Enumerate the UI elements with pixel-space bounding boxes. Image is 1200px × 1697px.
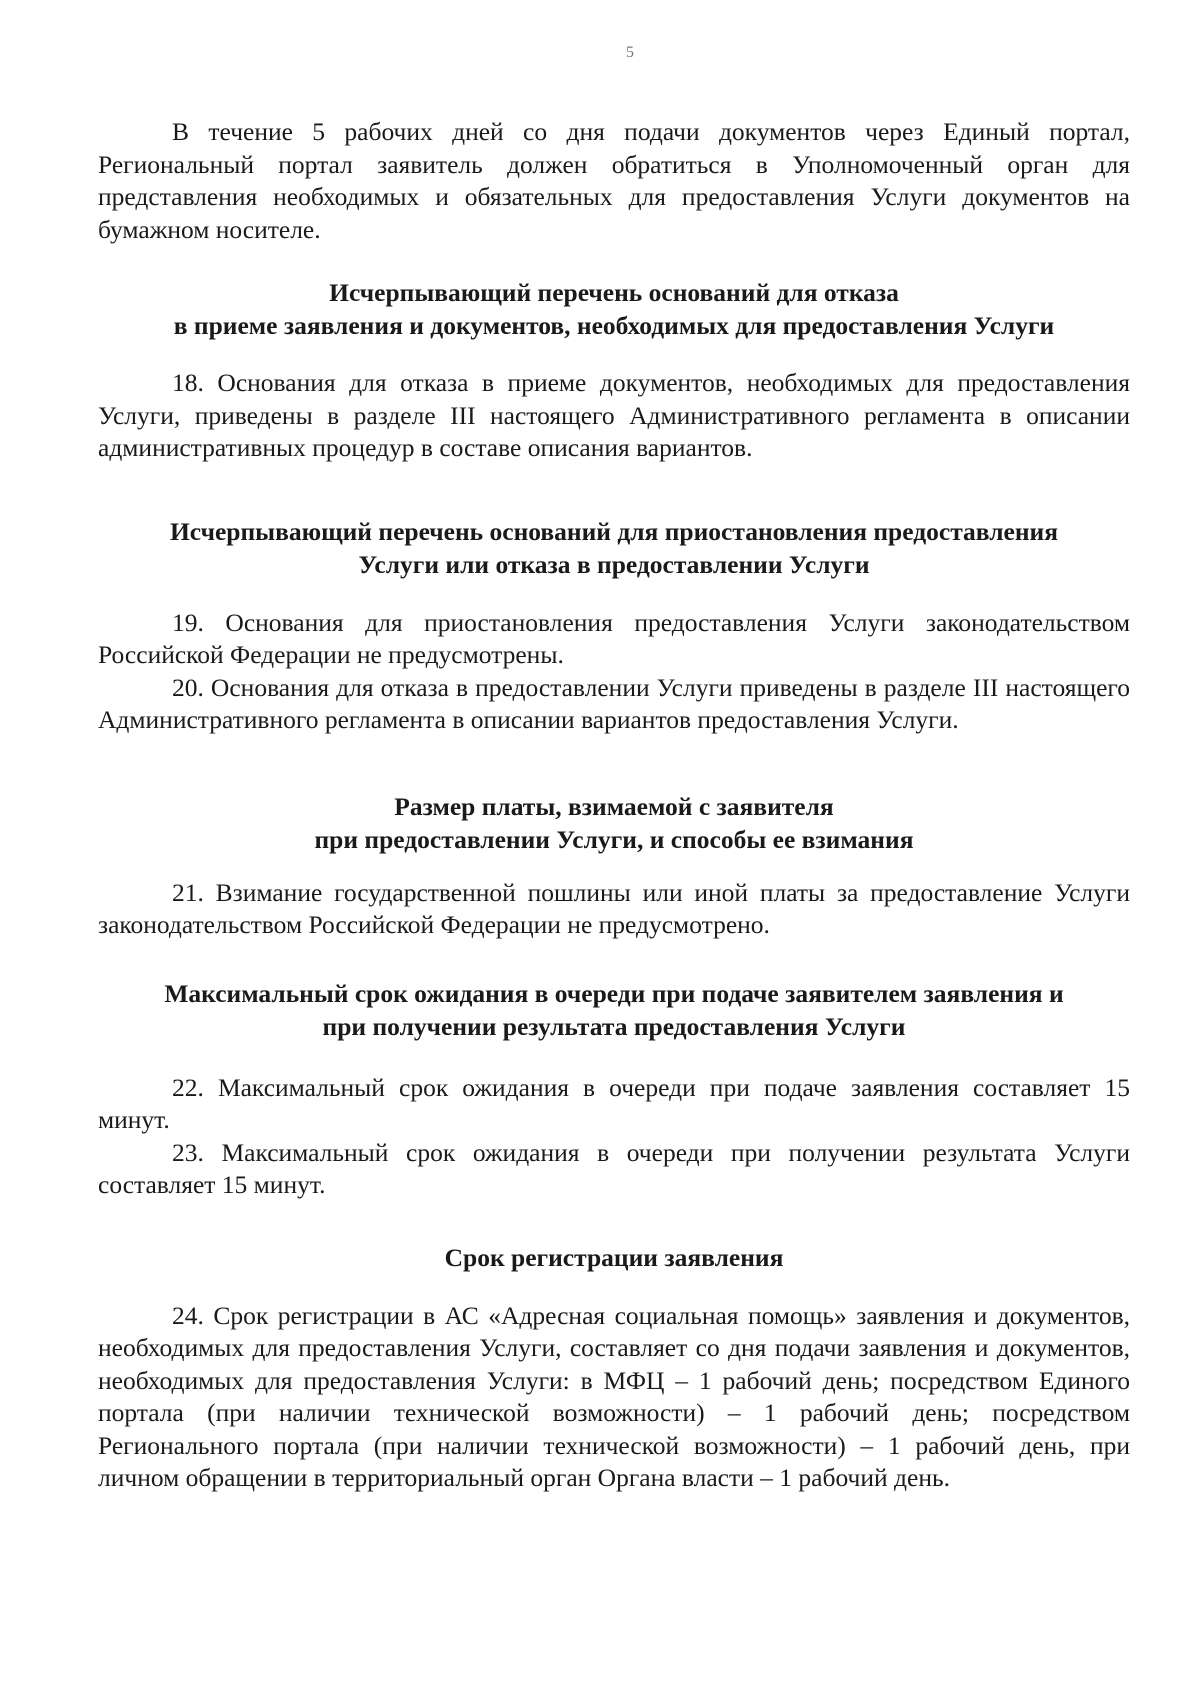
heading-queue [98, 977, 1130, 1043]
paragraph-intro: В течение 5 рабочих дней со дня подачи документов через Единый портал, Региональный портал заявитель должен обратиться в Уполномоченный орган для представления необходимых и обязательных для предоставления Услуги документов на бумажном носителе. [98, 117, 1130, 244]
document-body [98, 116, 1130, 1495]
heading-registration: Срок регистрации заявления [444, 1242, 784, 1272]
page-number: 5 [626, 44, 634, 61]
paragraph-18: 18. Основания для отказа в приеме документов, необходимых для предоставления Услуги, приведены в разделе III настоящего Административного регламента в описании административных процедур в составе описания вариантов. [98, 368, 1130, 462]
heading-line: при получении результата предоставления Услуги [322, 1011, 906, 1041]
heading-refusal-reception [98, 276, 1130, 342]
heading-line: в приеме заявления и документов, необходимых для предоставления Услуги [173, 311, 1055, 340]
paragraph-19: 19. Основания для приостановления предоставления Услуги законодательством Российской Федерации не предусмотрены. [98, 607, 1130, 669]
heading-line: Исчерпывающий перечень оснований для приостановления предоставления [169, 516, 1059, 546]
paragraph-23: 23. Максимальный срок ожидания в очереди при получении результата Услуги составляет 15 минут. [98, 1137, 1130, 1199]
paragraph-21: 21. Взимание государственной пошлины или иной платы за предоставление Услуги законодательством Российской Федерации не предусмотрено. [98, 877, 1130, 939]
heading-line: Услуги или отказа в предоставлении Услуги [358, 549, 870, 579]
paragraph-22: 22. Максимальный срок ожидания в очереди при подаче заявления составляет 15 минут. [98, 1072, 1130, 1134]
paragraph-24: 24. Срок регистрации в АС «Адресная социальная помощь» заявления и документов, необходимых для предоставления Услуги, составляет со дня подачи заявления и документов, необходимых для предоставления Услуги: в МФЦ – 1 рабочий день; посредством Единого портала (при наличии технической возможности) – 1 рабочий день; посредством Регионального портала (при наличии технической возможности) – 1 рабочий день, при личном обращении в территориальный орган Органа власти – 1 рабочий день. [98, 1300, 1130, 1492]
heading-line: Размер платы, взимаемой с заявителя [394, 791, 834, 821]
heading-line: при предоставлении Услуги, и способы ее взимания [314, 824, 914, 854]
paragraph-20: 20. Основания для отказа в предоставлении Услуги приведены в разделе III настоящего Административного регламента в описании вариантов предоставления Услуги. [98, 672, 1130, 734]
heading-line: Максимальный срок ожидания в очереди при подаче заявителем заявления и [164, 978, 1064, 1008]
heading-line: Исчерпывающий перечень оснований для отказа [329, 278, 899, 307]
heading-fee [98, 790, 1130, 856]
heading-suspension [98, 515, 1130, 581]
